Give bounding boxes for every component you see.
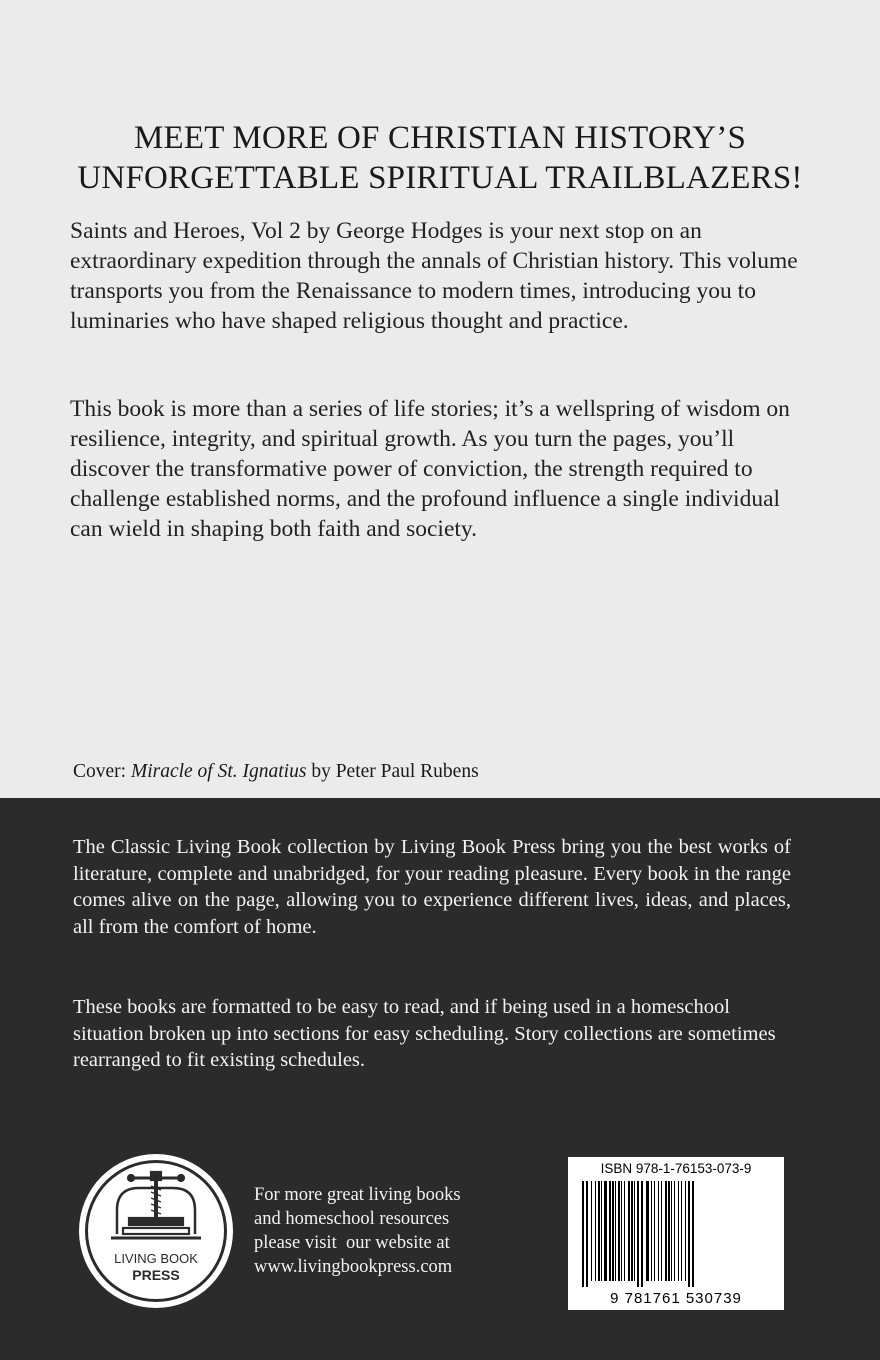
cover-credit-title: Miracle of St. Ignatius <box>130 761 307 782</box>
website-info <box>254 1183 514 1279</box>
barcode-bar <box>631 1181 633 1281</box>
website-line-2: and homeschool resources <box>254 1209 450 1229</box>
collection-paragraph-1: The Classic Living Book collection by Living Book Press bring you the best works of literature, complete and unabridged, for your reading pleasure. Every book in the range comes alive on the page, allowing you to experience different lives, ideas, and places, all from the comfort of home. <box>73 836 791 938</box>
barcode-bar <box>582 1181 584 1287</box>
barcode-bar <box>665 1181 667 1281</box>
website-line-3: please visit our website at <box>254 1233 450 1253</box>
barcode-bar <box>637 1181 639 1287</box>
barcode-bar <box>612 1181 614 1281</box>
barcode-bar <box>615 1181 616 1281</box>
barcode-bar <box>678 1181 679 1281</box>
barcode-bar <box>685 1181 686 1281</box>
barcode-bar <box>595 1181 596 1281</box>
barcode-bar <box>692 1181 694 1287</box>
headline-line-2: UNFORGETTABLE SPIRITUAL TRAILBLAZERS! <box>77 160 803 196</box>
barcode-bar <box>661 1181 662 1281</box>
barcode-bar <box>601 1181 602 1281</box>
barcode-bar <box>674 1181 675 1281</box>
barcode-bar <box>628 1181 630 1281</box>
barcode-bar <box>634 1181 635 1281</box>
barcode-box <box>568 1157 784 1310</box>
cover-credit-suffix: by Peter Paul Rubens <box>306 761 479 782</box>
barcode-bar <box>609 1181 611 1281</box>
barcode-bar <box>668 1181 670 1281</box>
publisher-logo <box>77 1152 235 1310</box>
collection-paragraph-2: These books are formatted to be easy to read, and if being used in a homeschool situation broken up into sections for easy scheduling. Story collections are sometimes rearranged to fit existing schedules. <box>73 996 776 1071</box>
barcode-bar <box>651 1181 652 1281</box>
cover-credit-prefix: Cover: <box>73 761 131 782</box>
barcode-bars <box>578 1181 774 1291</box>
barcode-bar <box>641 1181 643 1287</box>
description-paragraph-1: Saints and Heroes, Vol 2 by George Hodges is your next stop on an extraordinary expedition through the annals of Christian history. This volume transports you from the Renaissance to modern times, introducing you to luminaries who have shaped religious thought and practice. <box>70 218 798 334</box>
barcode-bar <box>586 1181 588 1287</box>
barcode-bar <box>591 1181 592 1281</box>
isbn-label: ISBN 978-1-76153-073-9 <box>600 1161 752 1176</box>
barcode-digits: 9 781761 530739 <box>610 1290 742 1307</box>
barcode-bar <box>646 1181 649 1281</box>
barcode-bar <box>618 1181 620 1281</box>
barcode-bar <box>654 1181 655 1281</box>
barcode-bar <box>604 1181 607 1281</box>
barcode-bar <box>688 1181 690 1287</box>
barcode-bar <box>624 1181 625 1281</box>
description-paragraph-2: This book is more than a series of life stories; it’s a wellspring of wisdom on resilience, integrity, and spiritual growth. As you turn the pages, you’ll discover the transformative power of conviction, the strength required to challenge established norms, and the profound influence a single individual can wield in shaping both faith and society. <box>70 396 790 542</box>
website-line-1: For more great living books <box>254 1185 461 1205</box>
barcode-bar <box>621 1181 622 1281</box>
barcode-bar <box>598 1181 600 1281</box>
headline <box>0 118 880 198</box>
logo-text-line-2: PRESS <box>132 1267 180 1283</box>
barcode-bar <box>681 1181 682 1281</box>
logo-text-line-1: LIVING BOOK <box>114 1251 198 1266</box>
headline-line-1: MEET MORE OF CHRISTIAN HISTORY’S <box>133 120 747 156</box>
cover-credit <box>73 761 479 783</box>
barcode-bar <box>658 1181 659 1281</box>
barcode-bar <box>671 1181 672 1281</box>
website-url[interactable]: www.livingbookpress.com <box>254 1257 453 1277</box>
